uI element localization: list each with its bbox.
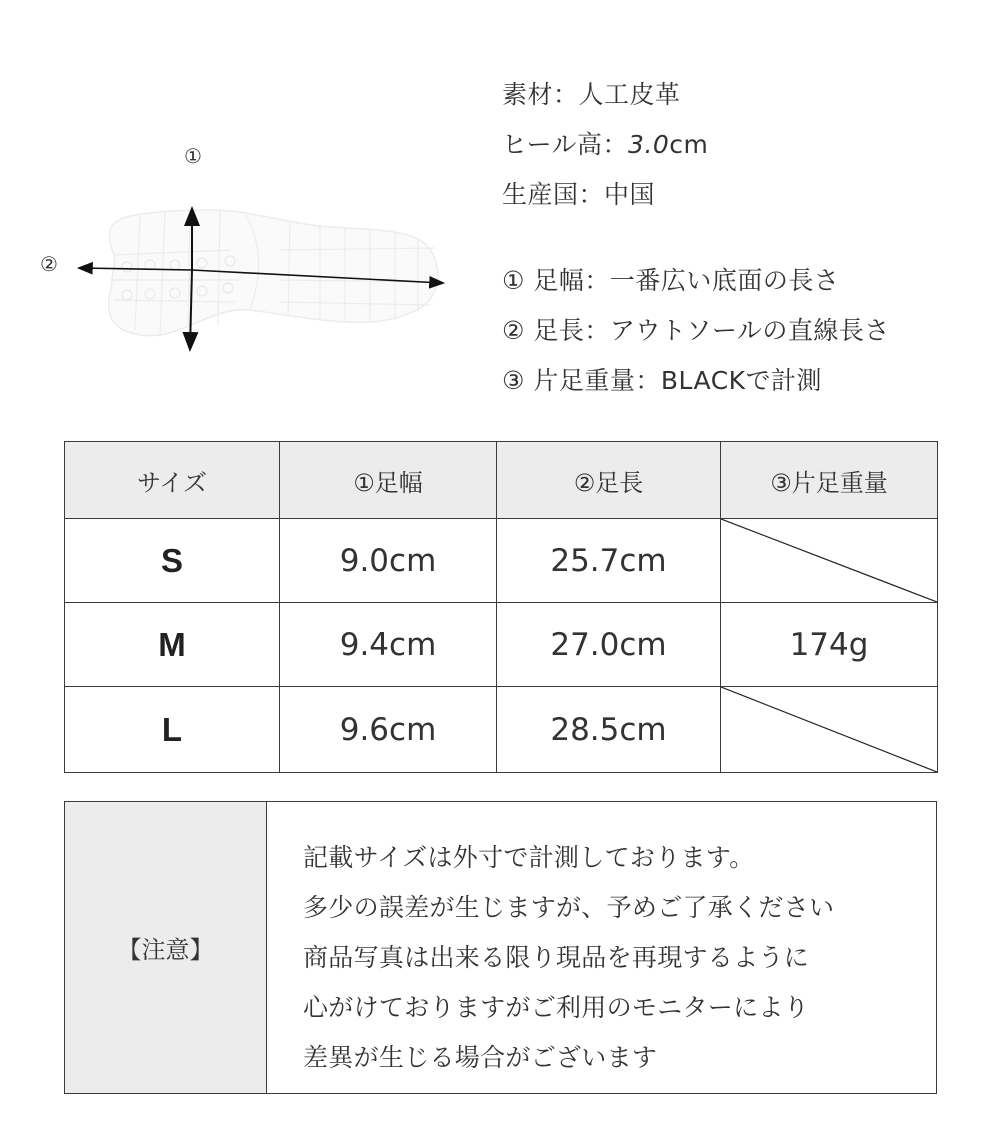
legend-marker: ③ [502, 366, 525, 395]
spec-material [502, 80, 681, 110]
notes-label: 【注意】 [65, 802, 267, 1093]
spec-origin-value: 中国 [604, 180, 656, 209]
legend-item-weight [502, 366, 822, 396]
width-cell: 9.6cm [280, 687, 497, 773]
notes-line: 商品写真は出来る限り現品を再現するように [303, 943, 810, 972]
length-cell: 25.7cm [497, 519, 721, 603]
header-length: ②足長 [497, 442, 721, 519]
size-table [64, 441, 938, 773]
spec-heel-height [502, 130, 708, 160]
spec-material-label: 素材： [502, 80, 579, 109]
width-cell: 9.4cm [280, 603, 497, 687]
notes-body [267, 802, 936, 1093]
diagonal-slash-icon [721, 519, 937, 602]
legend-text: 足幅：一番広い底面の長さ [533, 266, 840, 295]
notes-line: 差異が生じる場合がございます [303, 1043, 658, 1072]
header-width: ①足幅 [280, 442, 497, 519]
diagonal-slash-icon [721, 687, 937, 772]
notes-line: 心がけておりますがご利用のモニターにより [303, 993, 810, 1022]
spec-origin [502, 180, 655, 210]
table-row [65, 687, 938, 773]
legend-text: 片足重量：BLACKで計測 [533, 366, 823, 395]
table-row [65, 603, 938, 687]
weight-cell-empty [721, 687, 938, 773]
marker-length: ② [40, 252, 58, 276]
size-cell: S [65, 519, 280, 603]
legend-item-length [502, 316, 890, 346]
size-cell: M [65, 603, 280, 687]
header-size: サイズ [65, 442, 280, 519]
spec-heel-unit: cm [669, 130, 709, 159]
header-weight: ③片足重量 [721, 442, 938, 519]
shoe-sole-figure [30, 130, 470, 360]
spec-origin-label: 生産国： [502, 180, 605, 209]
spec-heel-value: 3.0 [628, 130, 670, 159]
width-cell: 9.0cm [280, 519, 497, 603]
length-cell: 27.0cm [497, 603, 721, 687]
legend-item-width [502, 266, 839, 296]
notes-line: 多少の誤差が生じますが、予めご了承ください [303, 893, 835, 922]
legend-text: 足長：アウトソールの直線長さ [533, 316, 890, 345]
size-cell: L [65, 687, 280, 773]
marker-width: ① [184, 144, 202, 168]
legend-marker: ① [502, 266, 525, 295]
spec-material-value: 人工皮革 [578, 80, 681, 109]
notes-line: 記載サイズは外寸で計測しております。 [303, 843, 755, 872]
notes-box [64, 801, 937, 1094]
weight-cell: 174g [721, 603, 938, 687]
weight-cell-empty [721, 519, 938, 603]
legend-marker: ② [502, 316, 525, 345]
shoe-sole-image [30, 130, 470, 360]
table-header-row [65, 442, 938, 519]
table-row [65, 519, 938, 603]
spec-heel-label: ヒール高： [502, 130, 629, 159]
length-cell: 28.5cm [497, 687, 721, 773]
